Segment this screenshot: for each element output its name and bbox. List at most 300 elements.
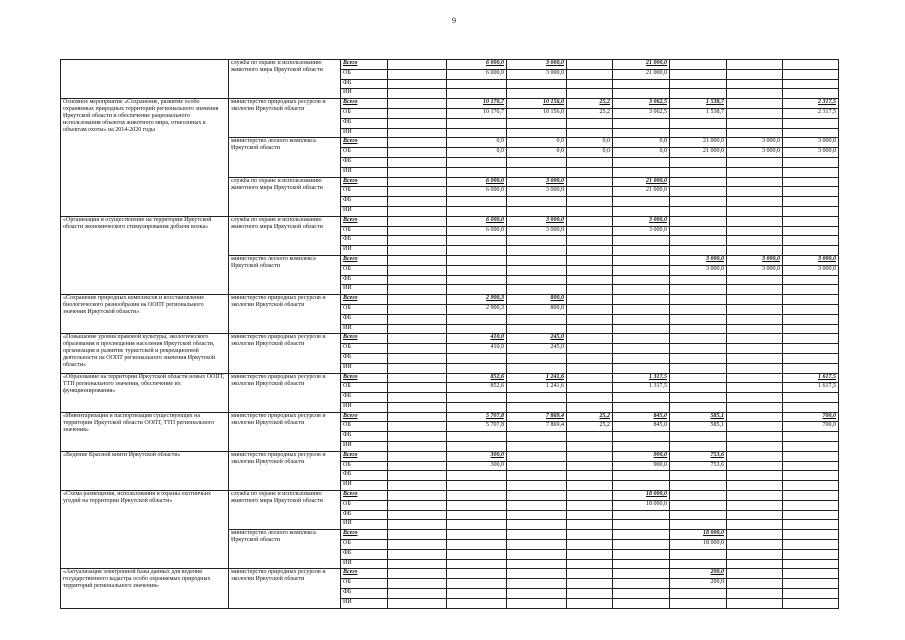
value-cell — [783, 510, 839, 520]
value-cell — [670, 344, 727, 354]
value-cell — [613, 265, 670, 275]
value-cell: 1 538,7 — [670, 108, 727, 118]
value-cell — [388, 177, 447, 187]
value-cell: 700,0 — [783, 412, 839, 422]
value-cell — [388, 99, 447, 109]
value-cell — [447, 598, 507, 608]
value-cell: 25,2 — [567, 108, 613, 118]
value-cell — [613, 481, 670, 491]
value-cell: 10 156,0 — [507, 99, 567, 109]
funding-source-cell: ОБ — [341, 461, 388, 471]
value-cell: 25,2 — [567, 422, 613, 432]
value-cell: 3 000,0 — [727, 148, 783, 158]
value-cell — [507, 579, 567, 589]
executor-cell: министерство природных ресурсов и экологии Иркутской области — [229, 412, 341, 451]
value-cell — [670, 157, 727, 167]
value-cell — [507, 255, 567, 265]
value-cell — [727, 197, 783, 207]
value-cell: 21 000,0 — [613, 177, 670, 187]
table-row — [61, 569, 839, 579]
value-cell — [613, 295, 670, 305]
value-cell — [388, 402, 447, 412]
value-cell — [388, 412, 447, 422]
value-cell — [783, 167, 839, 177]
value-cell: 2 900,3 — [447, 304, 507, 314]
value-cell — [783, 344, 839, 354]
value-cell — [388, 383, 447, 393]
value-cell — [783, 520, 839, 530]
value-cell — [613, 275, 670, 285]
value-cell: 0,0 — [447, 148, 507, 158]
value-cell — [447, 491, 507, 501]
value-cell: 2 317,5 — [783, 108, 839, 118]
value-cell: 3 000,0 — [507, 177, 567, 187]
value-cell — [670, 295, 727, 305]
value-cell — [388, 324, 447, 334]
value-cell — [447, 579, 507, 589]
value-cell: 6 000,0 — [447, 226, 507, 236]
value-cell — [783, 285, 839, 295]
value-cell: 3 000,0 — [783, 138, 839, 148]
value-cell — [670, 481, 727, 491]
funding-source-cell: ИИ — [341, 559, 388, 569]
value-cell — [447, 393, 507, 403]
value-cell: 753,6 — [670, 461, 727, 471]
funding-source-cell: Всего — [341, 373, 388, 383]
value-cell — [783, 197, 839, 207]
table-row — [61, 216, 839, 226]
value-cell — [507, 461, 567, 471]
funding-source-cell: Всего — [341, 138, 388, 148]
value-cell — [507, 236, 567, 246]
value-cell — [507, 569, 567, 579]
value-cell: 3 000,0 — [507, 187, 567, 197]
value-cell — [567, 216, 613, 226]
value-cell — [507, 285, 567, 295]
value-cell — [567, 510, 613, 520]
value-cell — [567, 157, 613, 167]
value-cell — [447, 363, 507, 373]
value-cell — [567, 540, 613, 550]
value-cell: 3 062,5 — [613, 99, 670, 109]
value-cell — [670, 216, 727, 226]
funding-source-cell: ФБ — [341, 197, 388, 207]
value-cell: 5 707,8 — [447, 422, 507, 432]
value-cell — [613, 353, 670, 363]
value-cell — [783, 442, 839, 452]
value-cell — [783, 530, 839, 540]
value-cell — [727, 108, 783, 118]
funding-source-cell: ФБ — [341, 79, 388, 89]
value-cell — [670, 324, 727, 334]
funding-source-cell: Всего — [341, 569, 388, 579]
value-cell: 0,0 — [447, 138, 507, 148]
value-cell — [567, 118, 613, 128]
value-cell — [567, 128, 613, 138]
table-row — [61, 99, 839, 109]
value-cell — [727, 559, 783, 569]
value-cell — [670, 304, 727, 314]
value-cell — [567, 579, 613, 589]
value-cell — [670, 118, 727, 128]
funding-source-cell: ОБ — [341, 344, 388, 354]
value-cell — [783, 579, 839, 589]
value-cell — [507, 89, 567, 99]
value-cell: 1 241,6 — [507, 373, 567, 383]
value-cell: 18 000,0 — [613, 491, 670, 501]
value-cell — [388, 197, 447, 207]
value-cell — [447, 402, 507, 412]
executor-cell: министерство природных ресурсов и экологии Иркутской области — [229, 295, 341, 334]
value-cell: 10 170,7 — [447, 108, 507, 118]
value-cell — [727, 275, 783, 285]
funding-source-cell: ФБ — [341, 393, 388, 403]
value-cell — [727, 334, 783, 344]
value-cell — [670, 353, 727, 363]
value-cell — [727, 324, 783, 334]
value-cell — [783, 128, 839, 138]
value-cell — [613, 285, 670, 295]
value-cell — [567, 69, 613, 79]
value-cell — [613, 520, 670, 530]
value-cell — [388, 304, 447, 314]
value-cell — [388, 510, 447, 520]
value-cell: 852,6 — [447, 373, 507, 383]
value-cell — [388, 559, 447, 569]
value-cell — [783, 393, 839, 403]
value-cell: 3 000,0 — [783, 255, 839, 265]
value-cell — [727, 442, 783, 452]
value-cell — [507, 491, 567, 501]
value-cell — [613, 79, 670, 89]
value-cell — [507, 393, 567, 403]
value-cell — [447, 265, 507, 275]
funding-source-cell: Всего — [341, 255, 388, 265]
value-cell — [783, 589, 839, 599]
value-cell — [783, 471, 839, 481]
value-cell — [567, 520, 613, 530]
value-cell — [613, 334, 670, 344]
funding-table — [60, 59, 839, 609]
value-cell — [783, 461, 839, 471]
value-cell — [567, 471, 613, 481]
value-cell: 7 869,4 — [507, 412, 567, 422]
value-cell — [567, 481, 613, 491]
value-cell — [507, 265, 567, 275]
value-cell — [670, 334, 727, 344]
value-cell — [727, 79, 783, 89]
value-cell: 10 156,0 — [507, 108, 567, 118]
value-cell: 753,6 — [670, 451, 727, 461]
value-cell — [388, 108, 447, 118]
value-cell — [783, 481, 839, 491]
value-cell — [388, 461, 447, 471]
value-cell — [388, 89, 447, 99]
value-cell — [447, 314, 507, 324]
funding-source-cell: ФБ — [341, 314, 388, 324]
value-cell: 900,0 — [613, 461, 670, 471]
value-cell: 3 000,0 — [507, 226, 567, 236]
value-cell — [783, 324, 839, 334]
value-cell — [783, 540, 839, 550]
value-cell: 7 869,4 — [507, 422, 567, 432]
value-cell — [388, 540, 447, 550]
value-cell — [507, 197, 567, 207]
value-cell — [727, 549, 783, 559]
value-cell — [567, 353, 613, 363]
value-cell: 900,0 — [613, 451, 670, 461]
value-cell: 1 617,5 — [783, 373, 839, 383]
value-cell — [447, 520, 507, 530]
value-cell — [507, 167, 567, 177]
activity-cell: «Сохранение природных комплексов и восстановление биологического разнообразия на ООПТ регионального значения Иркутской области» — [61, 295, 229, 334]
value-cell — [783, 295, 839, 305]
value-cell — [727, 500, 783, 510]
value-cell — [567, 451, 613, 461]
value-cell — [670, 177, 727, 187]
value-cell — [507, 324, 567, 334]
value-cell — [388, 344, 447, 354]
value-cell — [507, 540, 567, 550]
value-cell — [567, 295, 613, 305]
value-cell — [670, 285, 727, 295]
value-cell — [783, 432, 839, 442]
value-cell — [388, 285, 447, 295]
value-cell — [388, 500, 447, 510]
value-cell — [507, 510, 567, 520]
value-cell — [613, 304, 670, 314]
value-cell — [613, 157, 670, 167]
value-cell — [507, 559, 567, 569]
value-cell — [507, 451, 567, 461]
value-cell — [388, 491, 447, 501]
funding-source-cell: ИИ — [341, 598, 388, 608]
value-cell — [670, 128, 727, 138]
value-cell: 245,0 — [507, 334, 567, 344]
value-cell — [507, 589, 567, 599]
activity-cell: «Ведение Красной книги Иркутской области» — [61, 451, 229, 490]
value-cell: 300,0 — [447, 461, 507, 471]
value-cell — [670, 589, 727, 599]
value-cell: 410,0 — [447, 334, 507, 344]
value-cell — [670, 510, 727, 520]
value-cell — [447, 481, 507, 491]
value-cell — [727, 393, 783, 403]
value-cell — [727, 304, 783, 314]
value-cell — [388, 569, 447, 579]
funding-source-cell: Всего — [341, 530, 388, 540]
value-cell — [727, 216, 783, 226]
value-cell — [507, 402, 567, 412]
funding-source-cell: ИИ — [341, 442, 388, 452]
value-cell — [507, 363, 567, 373]
value-cell — [727, 353, 783, 363]
table-row — [61, 491, 839, 501]
value-cell — [388, 432, 447, 442]
value-cell — [613, 569, 670, 579]
value-cell — [388, 265, 447, 275]
funding-source-cell: ОБ — [341, 500, 388, 510]
funding-table-body — [61, 60, 839, 609]
value-cell — [388, 314, 447, 324]
value-cell — [388, 69, 447, 79]
value-cell — [613, 510, 670, 520]
value-cell — [567, 324, 613, 334]
funding-source-cell: Всего — [341, 334, 388, 344]
value-cell — [613, 393, 670, 403]
value-cell: 852,6 — [447, 383, 507, 393]
value-cell — [447, 353, 507, 363]
value-cell: 585,1 — [670, 412, 727, 422]
funding-source-cell: ОБ — [341, 383, 388, 393]
value-cell — [567, 60, 613, 70]
value-cell: 25,2 — [567, 99, 613, 109]
value-cell — [727, 157, 783, 167]
value-cell — [670, 373, 727, 383]
value-cell — [727, 69, 783, 79]
funding-source-cell: Всего — [341, 177, 388, 187]
value-cell — [507, 314, 567, 324]
value-cell — [727, 471, 783, 481]
value-cell — [507, 481, 567, 491]
value-cell — [670, 246, 727, 256]
value-cell — [447, 549, 507, 559]
value-cell — [507, 118, 567, 128]
value-cell — [388, 275, 447, 285]
value-cell — [613, 579, 670, 589]
value-cell — [613, 589, 670, 599]
value-cell — [567, 177, 613, 187]
value-cell — [447, 285, 507, 295]
funding-source-cell: ИИ — [341, 285, 388, 295]
funding-source-cell: ОБ — [341, 265, 388, 275]
value-cell — [670, 383, 727, 393]
value-cell — [567, 344, 613, 354]
value-cell: 3 000,0 — [507, 216, 567, 226]
value-cell — [507, 432, 567, 442]
value-cell — [727, 520, 783, 530]
value-cell — [567, 549, 613, 559]
value-cell — [670, 275, 727, 285]
funding-source-cell: ИИ — [341, 402, 388, 412]
funding-source-cell: Всего — [341, 99, 388, 109]
value-cell: 3 000,0 — [727, 265, 783, 275]
value-cell: 3 000,0 — [670, 255, 727, 265]
funding-source-cell: ФБ — [341, 471, 388, 481]
executor-cell: министерство природных ресурсов и экологии Иркутской области — [229, 99, 341, 138]
value-cell — [507, 530, 567, 540]
value-cell — [783, 177, 839, 187]
value-cell — [567, 598, 613, 608]
value-cell — [727, 402, 783, 412]
value-cell — [783, 304, 839, 314]
value-cell — [447, 236, 507, 246]
value-cell — [388, 422, 447, 432]
value-cell — [447, 432, 507, 442]
value-cell — [388, 128, 447, 138]
value-cell — [727, 383, 783, 393]
value-cell — [727, 598, 783, 608]
value-cell: 1 317,5 — [613, 383, 670, 393]
value-cell: 245,0 — [507, 344, 567, 354]
value-cell: 0,0 — [567, 138, 613, 148]
value-cell — [783, 69, 839, 79]
value-cell — [783, 549, 839, 559]
value-cell — [783, 79, 839, 89]
value-cell — [670, 79, 727, 89]
value-cell — [783, 206, 839, 216]
value-cell — [727, 432, 783, 442]
value-cell — [388, 167, 447, 177]
value-cell — [388, 363, 447, 373]
value-cell — [727, 226, 783, 236]
value-cell — [507, 246, 567, 256]
value-cell — [388, 138, 447, 148]
value-cell — [727, 540, 783, 550]
executor-cell: министерство природных ресурсов и экологии Иркутской области — [229, 569, 341, 608]
funding-source-cell: ИИ — [341, 128, 388, 138]
value-cell — [613, 471, 670, 481]
value-cell: 3 000,0 — [613, 216, 670, 226]
value-cell: 0,0 — [507, 148, 567, 158]
value-cell — [613, 246, 670, 256]
value-cell: 3 000,0 — [507, 60, 567, 70]
value-cell — [613, 402, 670, 412]
value-cell — [388, 157, 447, 167]
value-cell — [567, 569, 613, 579]
value-cell: 21 000,0 — [670, 148, 727, 158]
table-row — [61, 451, 839, 461]
value-cell — [567, 442, 613, 452]
value-cell — [670, 549, 727, 559]
funding-source-cell: ОБ — [341, 579, 388, 589]
value-cell — [567, 393, 613, 403]
value-cell — [388, 520, 447, 530]
value-cell — [567, 383, 613, 393]
value-cell — [613, 89, 670, 99]
funding-source-cell: ФБ — [341, 275, 388, 285]
value-cell — [567, 530, 613, 540]
value-cell — [388, 226, 447, 236]
value-cell — [670, 363, 727, 373]
value-cell: 6 000,0 — [447, 69, 507, 79]
value-cell — [727, 589, 783, 599]
value-cell — [447, 118, 507, 128]
value-cell — [507, 598, 567, 608]
value-cell — [447, 569, 507, 579]
activity-cell: «Инвентаризация и паспортизация существующих на территории Иркутской области ООПТ, ТТП регионального значения» — [61, 412, 229, 451]
value-cell — [507, 471, 567, 481]
value-cell — [783, 353, 839, 363]
value-cell — [567, 402, 613, 412]
value-cell — [727, 481, 783, 491]
funding-source-cell: ИИ — [341, 206, 388, 216]
value-cell: 1 538,7 — [670, 99, 727, 109]
table-row — [61, 60, 839, 70]
value-cell — [670, 314, 727, 324]
value-cell — [388, 598, 447, 608]
value-cell — [388, 451, 447, 461]
funding-source-cell: ИИ — [341, 89, 388, 99]
value-cell — [727, 246, 783, 256]
table-row — [61, 373, 839, 383]
table-row — [61, 295, 839, 305]
value-cell — [567, 246, 613, 256]
value-cell: 0,0 — [613, 138, 670, 148]
value-cell — [613, 549, 670, 559]
value-cell — [567, 285, 613, 295]
value-cell — [727, 344, 783, 354]
